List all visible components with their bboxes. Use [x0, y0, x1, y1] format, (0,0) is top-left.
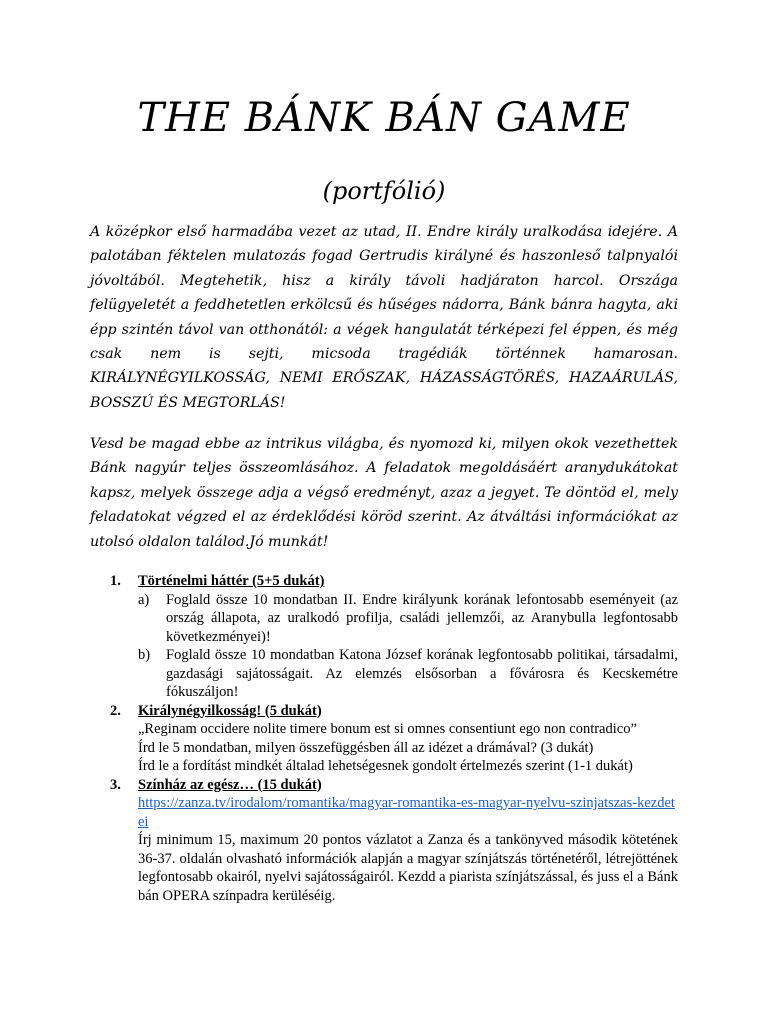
task-number: 1. [110, 573, 121, 589]
subtask-letter: a) [138, 591, 150, 608]
task-title: Királynégyilkosság! (5 dukát) [138, 702, 322, 719]
task-3 [110, 776, 678, 906]
subtask-letter: b) [138, 647, 151, 663]
subtask-text: Foglald össze 10 mondatban II. Endre királyunk korának lefontosabb eseményeit (az ország állapota, az uralkodó profilja, családi jellemzői, az Aranybulla legfontosabb következményei)! [166, 591, 678, 645]
zanza-link[interactable]: https://zanza.tv/irodalom/romantika/magyar-romantika-es-magyar-nyelvu-szinjatszas-kezdetei [138, 795, 675, 830]
task-2 [110, 702, 678, 776]
task-number: 2. [110, 702, 121, 719]
quote-line: „Reginam occidere nolite timere bonum est si omnes consentiunt ego non contradico” [138, 721, 637, 737]
task-title: Történelmi háttér (5+5 dukát) [138, 573, 325, 589]
document-title: THE BÁNK BÁN GAME [137, 95, 631, 141]
subtask-text: Foglald össze 10 mondatban Katona József korának legfontosabb politikai, társadalmi, gazdasági sajátosságait. Az elemzés elsősorban a fővárosra és Kecskemétre fókuszáljon! [166, 647, 678, 700]
task-list [110, 572, 678, 905]
task-number: 3. [110, 776, 121, 793]
intro-paragraph-2: Vesd be magad ebbe az intrikus világba, és nyomozd ki, milyen okok vezethettek Bánk nagyúr teljes összeomlásához. A feladatok megoldásáért aranydukátokat kapsz, melyek összege adja a végső eredményt, azaz a jegyet. Te döntöd el, mely feladatokat végzed el az érdeklődési köröd szerint. Az átváltási információkat az utolsó oldalon találod.Jó munkát! [90, 436, 678, 550]
task-line: Írd le 5 mondatban, milyen összefüggésben áll az idézet a drámával? (3 dukát) [138, 739, 594, 756]
subtask-a [138, 591, 678, 647]
task-1 [110, 572, 678, 702]
task-line: Írd le a fordítást mindkét általad lehetségesnek gondolt értelmezés szerint (1-1 dukát) [138, 758, 633, 774]
task-text: Írj minimum 15, maximum 20 pontos vázlatot a Zanza és a tankönyved második kötetének 36-37. oldalán olvasható információk alapján a magyar színjátszás történetéről, létrejöttének legfontosabb okairól, nyelvi sajátosságairól. Kezdd a piarista színjátszással, és juss el a Bánk bán OPERA színpadra kerüléséig. [138, 832, 678, 904]
document-subtitle: (portfólió) [322, 177, 446, 205]
subtask-b [138, 646, 678, 702]
task-title: Színház az egész… (15 dukát) [138, 776, 322, 793]
intro-paragraph-1: A középkor első harmadába vezet az utad, II. Endre király uralkodása idejére. A palotában féktelen mulatozás fogad Gertrudis királyné és haszonleső talpnyalói jóvoltából. Megtehetik, hisz a király távoli hadjáraton harcol. Országa felügyeletét a feddhetetlen erkölcsű és hűséges nádorra, Bánk bánra hagyta, aki épp szintén távol van otthonától: a végek hangulatát térképezi fel éppen, és még csak nem is sejti, micsoda tragédiák történnek hamarosan. KIRÁLYNÉGYILKOSSÁG, NEMI ERŐSZAK, HÁZASSÁGTÖRÉS, HAZAÁRULÁS, BOSSZÚ ÉS MEGTORLÁS! [90, 224, 678, 411]
